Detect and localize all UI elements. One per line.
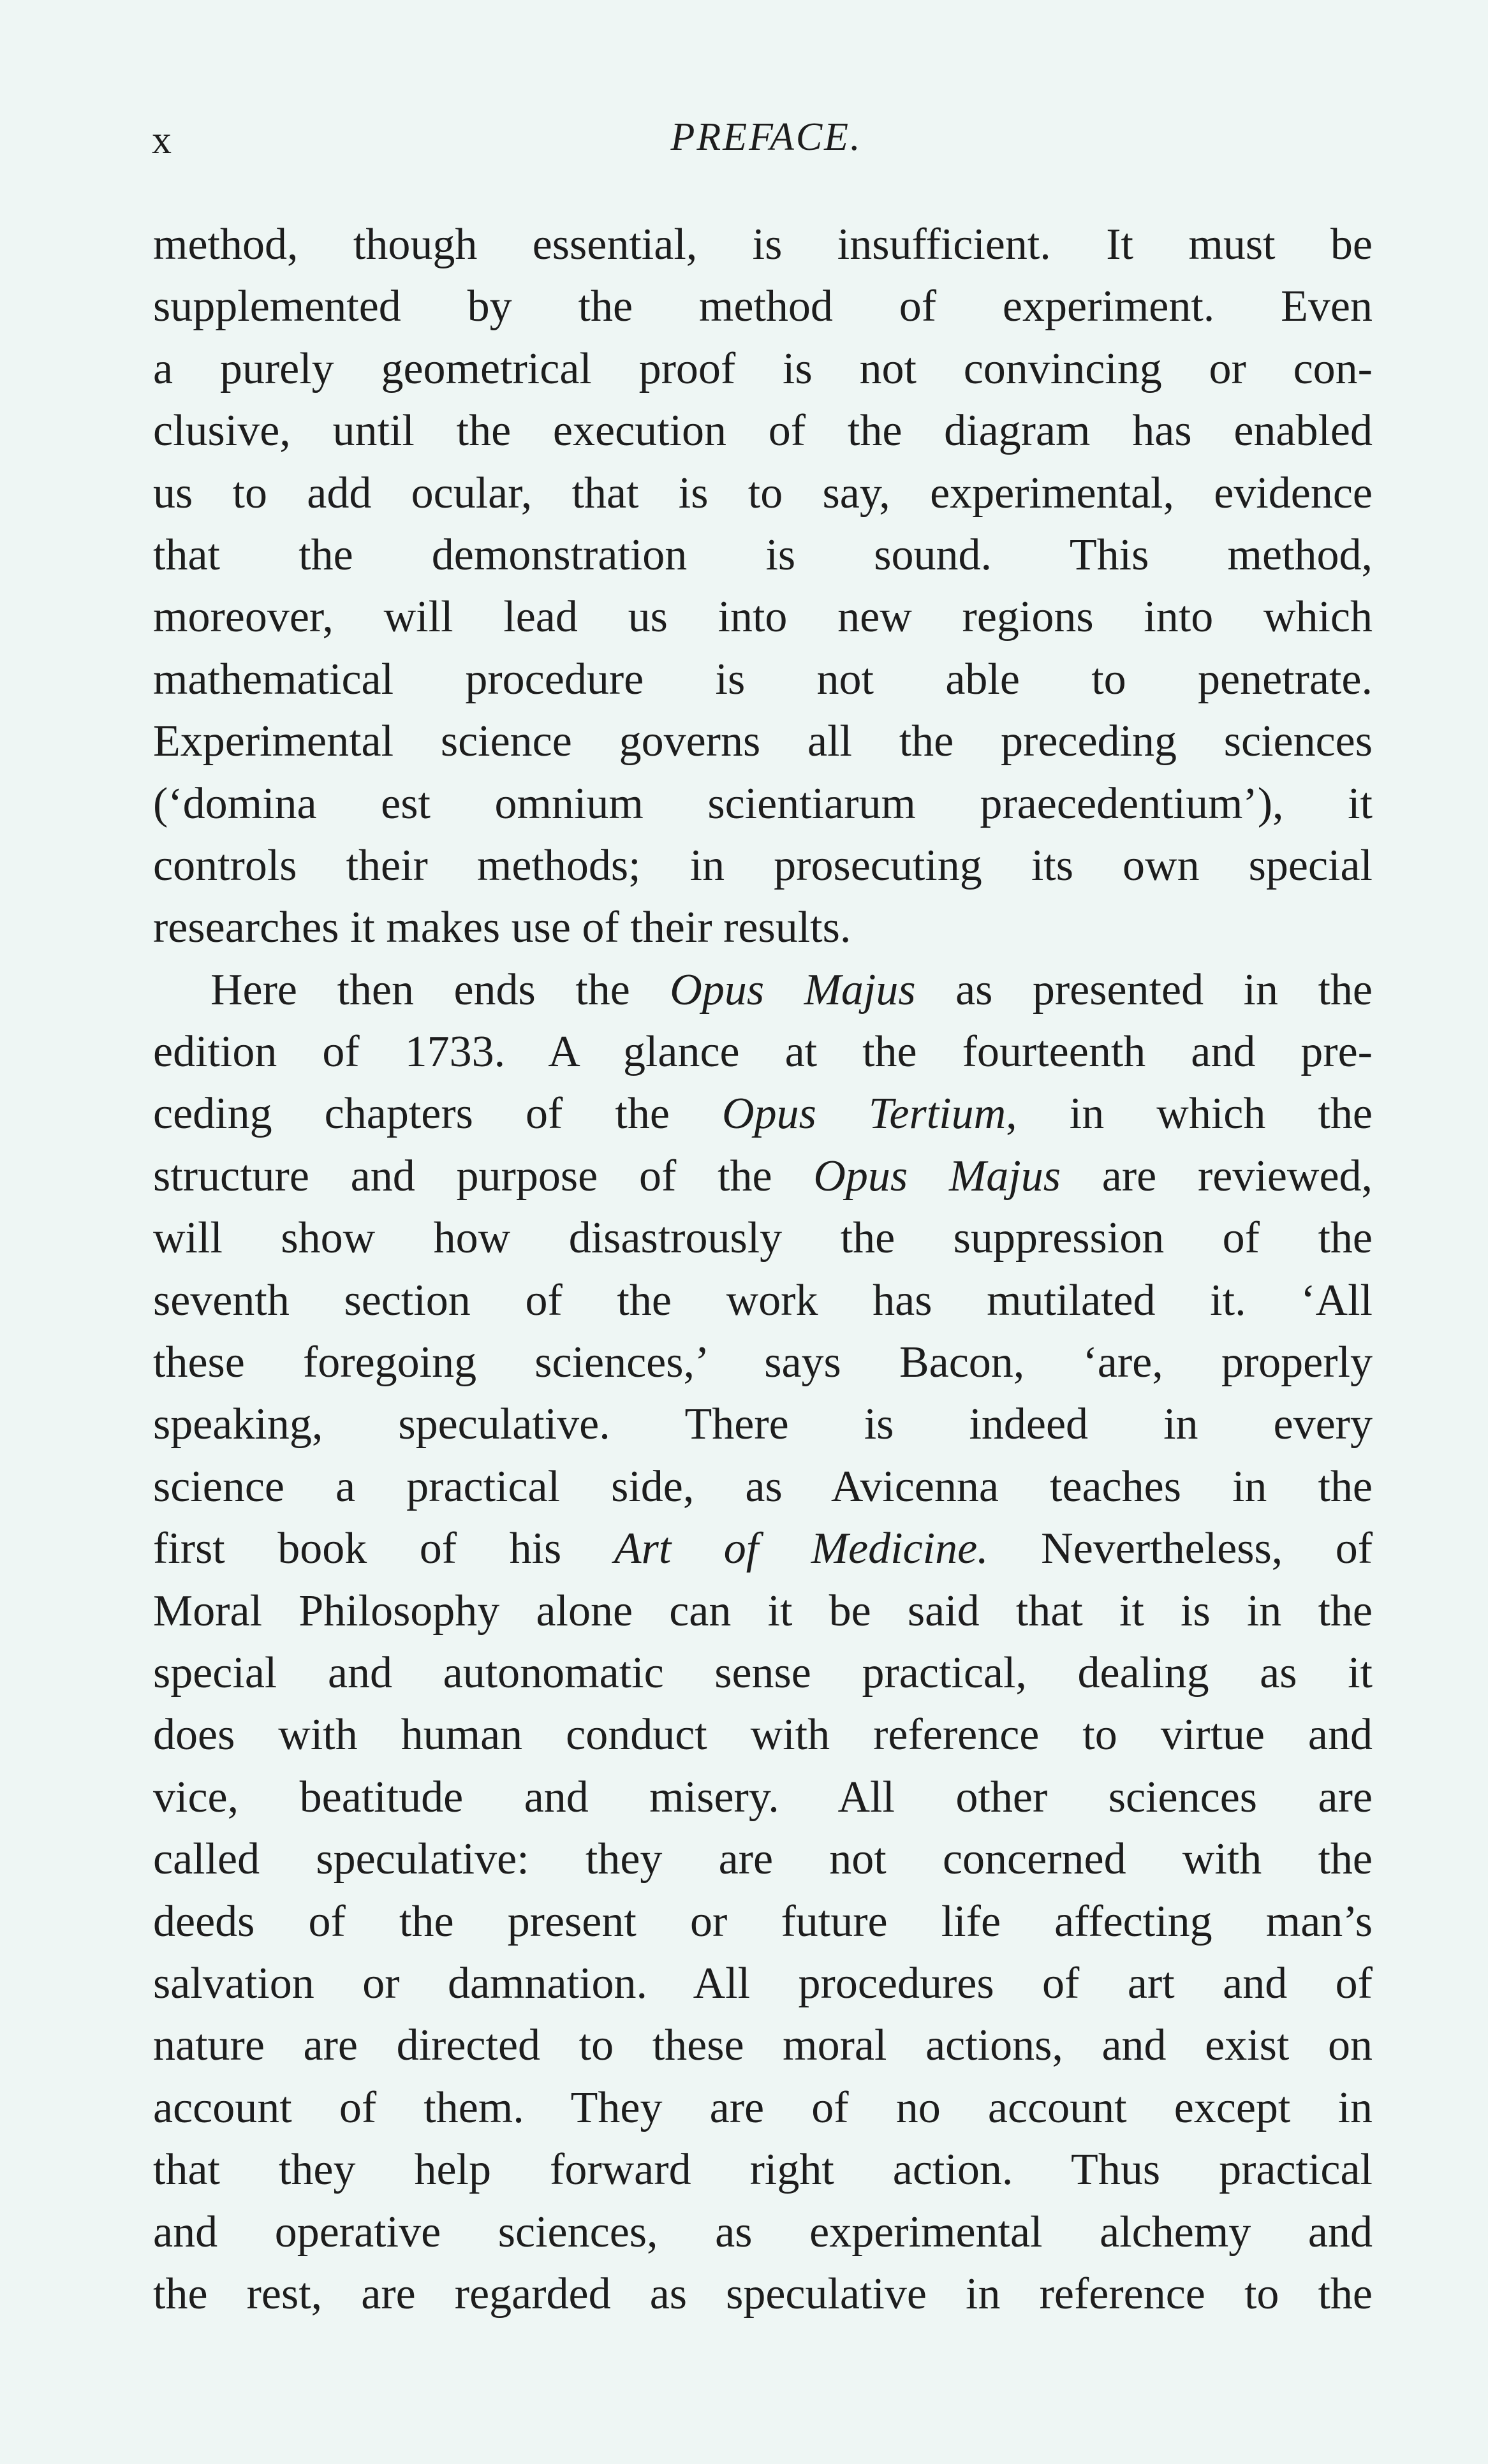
italic-title: Art of Medicine. xyxy=(614,1524,989,1574)
text-segment: called speculative: they are not concerned with the xyxy=(153,1835,1373,1884)
text-segment: a purely geometrical proof is not convincing or con- xyxy=(153,344,1373,393)
text-segment: first book of his xyxy=(153,1524,614,1574)
text-line xyxy=(153,1456,1373,1518)
text-line xyxy=(153,1766,1373,1828)
text-line xyxy=(153,1580,1373,1642)
text-segment: these foregoing sciences,’ says Bacon, ‘are, properly xyxy=(153,1338,1373,1388)
text-segment: Moral Philosophy alone can it be said that it is in the xyxy=(153,1586,1373,1636)
text-line xyxy=(153,1145,1373,1207)
text-segment: structure and purpose of the xyxy=(153,1151,814,1201)
text-line xyxy=(153,2263,1373,2325)
text-line xyxy=(153,2201,1373,2263)
page-number: x xyxy=(152,119,172,162)
text-line xyxy=(153,275,1373,337)
text-line xyxy=(153,1828,1373,1890)
text-line xyxy=(153,835,1373,897)
text-segment: does with human conduct with reference to virtue and xyxy=(153,1710,1373,1760)
text-line xyxy=(153,462,1373,524)
text-line xyxy=(153,586,1373,648)
text-segment: are reviewed, xyxy=(1060,1151,1373,1201)
text-line xyxy=(153,710,1373,772)
text-line xyxy=(153,2077,1373,2139)
text-segment: ceding chapters of the xyxy=(153,1089,723,1139)
text-line xyxy=(153,2014,1373,2076)
text-segment: Nevertheless, of xyxy=(988,1524,1373,1574)
text-segment: method, though essential, is insufficient. It must be xyxy=(153,220,1373,269)
text-line xyxy=(153,1083,1373,1145)
text-line xyxy=(153,1331,1373,1393)
text-segment: clusive, until the execution of the diagram has enabled xyxy=(153,406,1373,456)
text-segment: researches it makes use of their results. xyxy=(153,903,851,953)
text-line xyxy=(153,524,1373,586)
running-title: PREFACE. xyxy=(670,115,862,159)
text-segment: us to add ocular, that is to say, experimental, evidence xyxy=(153,468,1373,518)
text-line xyxy=(153,1891,1373,1953)
text-segment: edition of 1733. A glance at the fourteenth and pre- xyxy=(153,1027,1373,1077)
text-line xyxy=(153,1207,1373,1269)
text-line xyxy=(153,1021,1373,1083)
text-line xyxy=(153,400,1373,462)
text-line xyxy=(153,897,1373,958)
text-segment: seventh section of the work has mutilated it. ‘All xyxy=(153,1275,1373,1325)
text-segment: Experimental science governs all the preceding sciences xyxy=(153,717,1373,766)
text-line xyxy=(153,2139,1373,2201)
text-segment: and operative sciences, as experimental alchemy and xyxy=(153,2207,1373,2257)
text-line xyxy=(153,338,1373,400)
text-segment: Here then ends the xyxy=(210,965,670,1015)
text-segment: will show how disastrously the suppression of the xyxy=(153,1214,1373,1263)
text-line xyxy=(153,649,1373,710)
text-line xyxy=(153,1953,1373,2014)
text-line xyxy=(153,1642,1373,1704)
text-line xyxy=(153,959,1373,1021)
italic-title: Opus Majus xyxy=(813,1151,1061,1201)
text-segment: mathematical procedure is not able to penetrate. xyxy=(153,654,1373,704)
body-text xyxy=(153,214,1373,2325)
text-segment: as presented in the xyxy=(915,965,1373,1015)
text-segment: , in which the xyxy=(1006,1089,1373,1139)
text-segment: that they help forward right action. Thus practical xyxy=(153,2145,1373,2195)
text-line xyxy=(153,1704,1373,1766)
text-line xyxy=(153,773,1373,835)
text-line xyxy=(153,1393,1373,1455)
text-line xyxy=(153,1518,1373,1580)
text-segment: science a practical side, as Avicenna teaches in the xyxy=(153,1462,1373,1511)
text-segment: moreover, will lead us into new regions into which xyxy=(153,592,1373,642)
text-segment: deeds of the present or future life affecting man’s xyxy=(153,1896,1373,1946)
text-segment: that the demonstration is sound. This method, xyxy=(153,530,1373,580)
text-segment: speaking, speculative. There is indeed in every xyxy=(153,1400,1373,1449)
text-segment: controls their methods; in prosecuting its own special xyxy=(153,840,1373,890)
text-segment: salvation or damnation. All procedures of art and of xyxy=(153,1958,1373,2008)
text-segment: supplemented by the method of experiment. Even xyxy=(153,282,1373,332)
text-segment: the rest, are regarded as speculative in reference to the xyxy=(153,2269,1373,2319)
italic-title: Opus Majus xyxy=(670,965,916,1015)
text-line xyxy=(153,214,1373,275)
text-segment: nature are directed to these moral actions, and exist on xyxy=(153,2021,1373,2071)
text-segment: (‘domina est omnium scientiarum praecedentium’), it xyxy=(153,779,1373,828)
text-segment: special and autonomatic sense practical, dealing as it xyxy=(153,1648,1373,1698)
text-segment: account of them. They are of no account except in xyxy=(153,2083,1373,2132)
italic-title: Opus Tertium xyxy=(722,1089,1006,1139)
text-line xyxy=(153,1270,1373,1331)
text-segment: vice, beatitude and misery. All other sciences are xyxy=(153,1772,1373,1822)
